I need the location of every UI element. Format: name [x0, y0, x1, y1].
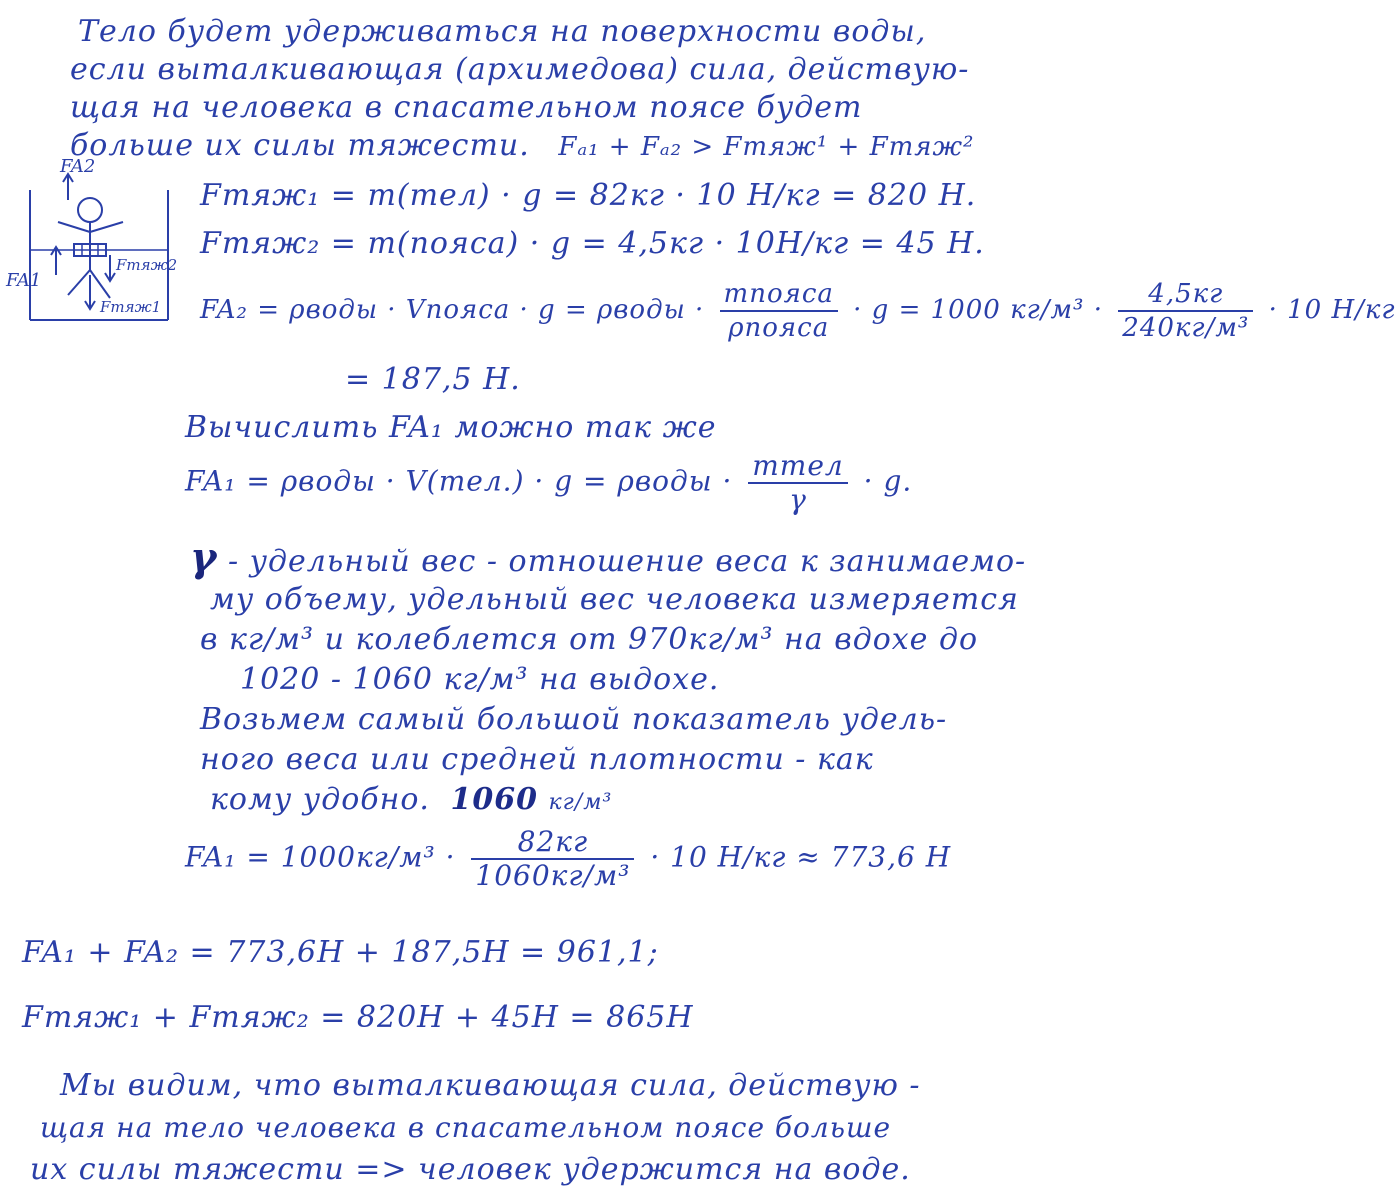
conclusion-line-1: Мы видим, что выталкивающая сила, действую - [60, 1068, 921, 1103]
gamma-line-3: в кг/м³ и колеблется от 970кг/м³ на вдохе до [200, 622, 979, 657]
sum-buoyancy: FA₁ + FA₂ = 773,6Н + 187,5Н = 961,1; [22, 935, 659, 970]
take-line-2: ного веса или средней плотности - как [200, 742, 874, 777]
take-line-3 [210, 782, 612, 821]
sum-gravity: Fтяж₁ + Fтяж₂ = 820Н + 45Н = 865Н [22, 1000, 694, 1035]
conclusion-line-2: щая на тело человека в спасательном поясе больше [40, 1111, 892, 1144]
take-unit: кг/м³ [548, 790, 613, 815]
ftyazh2-equation: Fтяж₂ = m(пояса) · g = 4,5кг · 10Н/кг = 45 Н. [200, 226, 985, 261]
fa2-part-c: · 10 Н/кг [1268, 295, 1396, 325]
intro-line-1: Тело будет удерживаться на поверхности воды, [78, 14, 927, 49]
fa1calc-den: 1060кг/м³ [471, 858, 634, 892]
take-line-1: Возьмем самый большой показатель удель- [200, 702, 948, 737]
fa1calc-part-a: FA₁ = 1000кг/м³ · [185, 840, 456, 874]
label-ftyazh1: Fтяж1 [100, 298, 162, 316]
fa1calc-num: 82кг [517, 825, 589, 858]
take-line-3-text: кому удобно. [210, 782, 430, 817]
fa1calc-fraction [471, 826, 634, 892]
gamma-line-1 [190, 534, 1027, 581]
fa2-result: = 187,5 Н. [345, 362, 521, 397]
label-ftyazh2: Fтяж2 [116, 256, 178, 274]
intro-line-4-text: больше их силы тяжести. [70, 128, 530, 163]
fa1-calculation [185, 826, 951, 892]
fa1-frac-den: γ [748, 482, 848, 516]
fa2-fraction-2 [1118, 278, 1253, 344]
gamma-line-1-text: - удельный вес - отношение веса к занимаемо- [227, 544, 1027, 579]
fa2-frac2-den: 240кг/м³ [1118, 310, 1253, 344]
intro-line-3: щая на человека в спасательном поясе будет [70, 90, 863, 125]
fa2-equation [200, 278, 1396, 344]
fa1-part-b: · g. [863, 464, 913, 498]
fa1-equation [185, 450, 912, 516]
buoyancy-condition: Fₐ₁ + Fₐ₂ > Fтяж¹ + Fтяж² [558, 132, 975, 162]
gamma-line-4: 1020 - 1060 кг/м³ на выдохе. [240, 662, 720, 697]
take-value: 1060 [450, 782, 538, 817]
fa1-fraction [748, 450, 848, 516]
fa1calc-part-b: · 10 Н/кг ≈ 773,6 Н [650, 840, 952, 874]
fa2-frac1-num: mпояса [723, 279, 834, 309]
ftyazh1-equation: Fтяж₁ = m(тел) · g = 82кг · 10 Н/кг = 820 Н. [200, 178, 977, 213]
gamma-symbol: γ [190, 534, 218, 581]
label-fa2: FA2 [60, 156, 96, 177]
intro-line-4 [70, 128, 974, 165]
gamma-line-2: му объему, удельный вес человека измеряется [210, 582, 1019, 617]
calc-fa1-note: Вычислить FA₁ можно так же [185, 410, 717, 445]
fa2-fraction-1 [720, 278, 838, 344]
fa2-part-a: FA₂ = ρводы · Vпояса · g = ρводы · [200, 295, 705, 325]
fa2-frac1-den: ρпояса [720, 310, 838, 344]
intro-line-2: если выталкивающая (архимедова) сила, действую- [70, 52, 970, 87]
fa1-frac-num: mтел [752, 449, 844, 482]
fa1-part-a: FA₁ = ρводы · V(тел.) · g = ρводы · [185, 464, 733, 498]
conclusion-line-3: их силы тяжести => человек удержится на воде. [30, 1152, 911, 1187]
label-fa1: FA1 [6, 270, 42, 291]
fa2-frac2-num: 4,5кг [1148, 279, 1224, 309]
person-diagram [6, 156, 188, 330]
fa2-part-b: · g = 1000 кг/м³ · [853, 295, 1104, 325]
